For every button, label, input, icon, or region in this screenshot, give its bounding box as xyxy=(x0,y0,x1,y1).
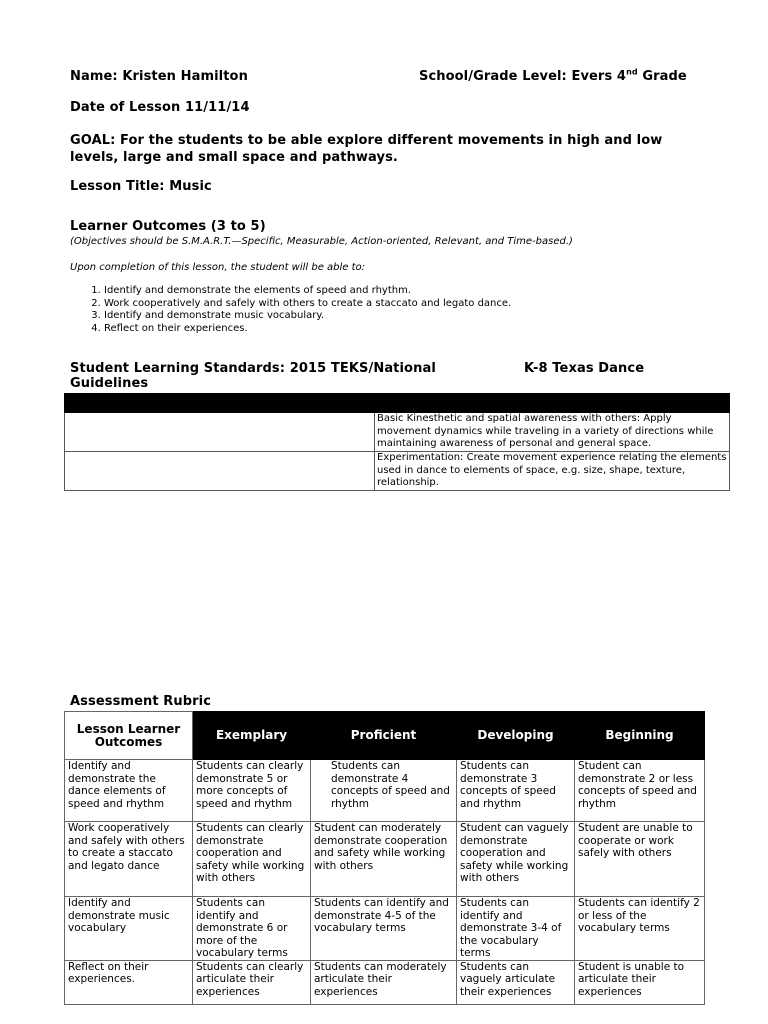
table-cell: Students can demonstrate 3 concepts of speed and rhythm xyxy=(457,760,575,822)
table-cell: Student are unable to cooperate or work safely with others xyxy=(575,822,705,897)
table-cell: Students can identify and demonstrate 3-4 of the vocabulary terms xyxy=(457,897,575,961)
table-cell: Students can demonstrate 4 concepts of speed and rhythm xyxy=(311,760,457,822)
table-cell: Students can clearly demonstrate cooperation and safety while working with others xyxy=(193,822,311,897)
table-cell: Basic Kinesthetic and spatial awareness with others: Apply movement dynamics while traveling in a variety of directions while maintaining awareness of personal and general space. xyxy=(375,413,730,452)
table-row xyxy=(65,760,705,822)
lesson-title: Lesson Title: Music xyxy=(70,179,212,194)
column-header: Lesson Learner Outcomes xyxy=(65,712,193,760)
lesson-goal: GOAL: For the students to be able explore different movements in high and low levels, large and small space and pathways. xyxy=(70,133,663,165)
standards-heading: Student Learning Standards: 2015 TEKS/National xyxy=(70,361,436,376)
standards-table xyxy=(64,393,730,491)
outcomes-list-container xyxy=(70,285,710,335)
outcomes-list xyxy=(70,285,710,335)
list-item: 4. Reflect on their experiences. xyxy=(104,323,710,336)
table-row xyxy=(65,452,730,491)
table-cell: Identify and demonstrate the dance elements of speed and rhythm xyxy=(65,760,193,822)
table-cell: Student can moderately demonstrate cooperation and safety while working with others xyxy=(311,822,457,897)
table-cell: Student is unable to articulate their experiences xyxy=(575,960,705,1004)
table-cell: Students can vaguely articulate their experiences xyxy=(457,960,575,1004)
table-cell: Students can moderately articulate their experiences xyxy=(311,960,457,1004)
table-cell xyxy=(65,413,375,452)
table-row xyxy=(65,897,705,961)
rubric-header-row xyxy=(65,712,705,760)
column-header: Beginning xyxy=(575,712,705,760)
column-header: Proficient xyxy=(311,712,457,760)
lesson-date: Date of Lesson 11/11/14 xyxy=(70,100,250,115)
table-cell: Students can identify 2 or less of the vocabulary terms xyxy=(575,897,705,961)
table-row xyxy=(65,413,730,452)
table-cell: Student can vaguely demonstrate cooperation and safety while working with others xyxy=(457,822,575,897)
table-cell: Reflect on their experiences. xyxy=(65,960,193,1004)
table-cell: Students can clearly demonstrate 5 or more concepts of speed and rhythm xyxy=(193,760,311,822)
smart-note: (Objectives should be S.M.A.R.T.—Specific, Measurable, Action-oriented, Relevant, and Time-based.) xyxy=(70,236,573,247)
list-item: 3. Identify and demonstrate music vocabulary. xyxy=(104,310,710,323)
standards-heading-right: K-8 Texas Dance xyxy=(524,361,645,376)
table-row xyxy=(65,822,705,897)
standards-header-bar xyxy=(65,394,730,413)
table-row xyxy=(65,960,705,1004)
assessment-rubric-table xyxy=(64,711,705,1005)
table-cell: Identify and demonstrate music vocabulary xyxy=(65,897,193,961)
table-cell: Students can clearly articulate their experiences xyxy=(193,960,311,1004)
table-cell: Experimentation: Create movement experience relating the elements used in dance to elements of space, e.g. size, shape, texture, relationship. xyxy=(375,452,730,491)
outcomes-intro: Upon completion of this lesson, the student will be able to: xyxy=(70,262,366,273)
table-cell: Students can identify and demonstrate 4-5 of the vocabulary terms xyxy=(311,897,457,961)
table-cell: Student can demonstrate 2 or less concepts of speed and rhythm xyxy=(575,760,705,822)
list-item: 1. Identify and demonstrate the elements of speed and rhythm. xyxy=(104,285,710,298)
column-header: Developing xyxy=(457,712,575,760)
learner-outcomes-heading: Learner Outcomes (3 to 5) xyxy=(70,219,266,234)
rubric-heading: Assessment Rubric xyxy=(70,694,212,709)
standards-heading-line2: Guidelines xyxy=(70,376,149,391)
table-cell: Students can identify and demonstrate 6 or more of the vocabulary terms xyxy=(193,897,311,961)
table-cell: Work cooperatively and safely with others to create a staccato and legato dance xyxy=(65,822,193,897)
student-name: Name: Kristen Hamilton xyxy=(70,69,248,84)
table-cell xyxy=(65,452,375,491)
list-item: 2. Work cooperatively and safely with others to create a staccato and legato dance. xyxy=(104,298,710,311)
column-header: Exemplary xyxy=(193,712,311,760)
school-grade-level: School/Grade Level: Evers 4nd Grade xyxy=(419,67,687,84)
